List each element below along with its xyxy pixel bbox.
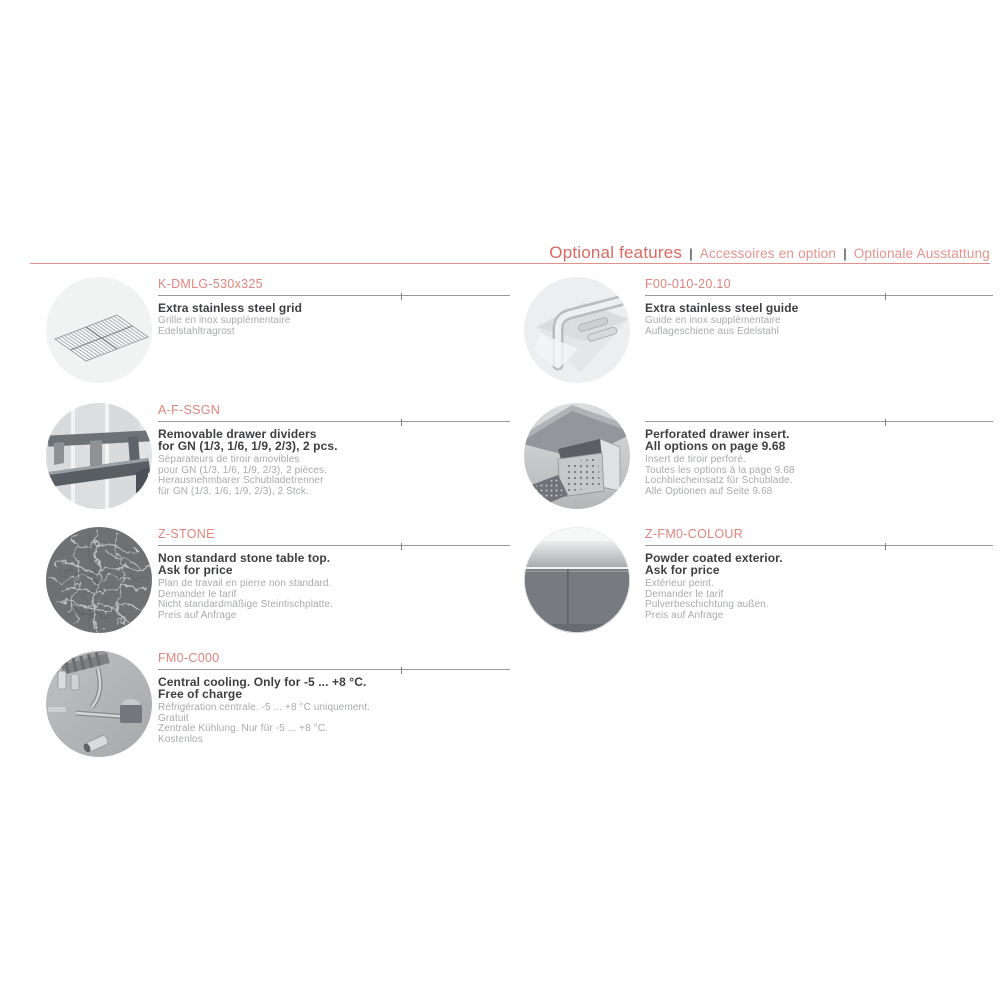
- product-info: [645, 277, 993, 338]
- desc-line: Nicht standardmäßige Steintischplatte.: [158, 599, 333, 611]
- title-line: Ask for price: [645, 563, 720, 578]
- underline-tick: [401, 667, 402, 674]
- desc-line: Grille en inox supplémentaire: [158, 315, 291, 327]
- product-photo: [524, 403, 630, 509]
- desc-line: pour GN (1/3, 1/6, 1/9, 2/3), 2 pièces.: [158, 464, 327, 476]
- product-photo: [46, 403, 152, 509]
- perforated-drawer-insert-image: [524, 403, 630, 509]
- underline-tick: [401, 543, 402, 550]
- code-underline: [158, 421, 510, 427]
- product-photo: [46, 527, 152, 633]
- product-code: A-F-SSGN: [158, 403, 221, 417]
- product-descriptions: [645, 579, 993, 622]
- desc-line: Toutes les options à la page 9.68: [645, 464, 795, 476]
- desc-line: Lochblecheinsatz für Schublade.: [645, 475, 793, 487]
- header-title-de: Optionale Ausstattung: [853, 246, 990, 261]
- powder-coated-exterior-image: [524, 527, 630, 633]
- product-photo: [524, 277, 630, 383]
- title-line: Free of charge: [158, 687, 243, 702]
- drawer-dividers-image: [46, 403, 152, 509]
- title-line: All options on page 9.68: [645, 439, 786, 454]
- product-descriptions: [158, 703, 510, 746]
- title-line: for GN (1/3, 1/6, 1/9, 2/3), 2 pcs.: [158, 439, 338, 454]
- desc-line: Edelstahltragrost: [158, 326, 235, 338]
- underline-tick: [885, 293, 886, 300]
- underline-tick: [885, 419, 886, 426]
- product-info: [645, 403, 993, 498]
- code-underline: [645, 421, 993, 427]
- product-title: [158, 552, 510, 577]
- header-separator: |: [843, 246, 847, 261]
- title-line: Removable drawer dividers: [158, 427, 317, 441]
- desc-line: Demander le tarif: [645, 588, 724, 600]
- product-code: Z-STONE: [158, 527, 215, 541]
- product-title: [645, 302, 993, 314]
- stainless-steel-guide-image: [524, 277, 630, 383]
- header-title-fr: Accessoires en option: [699, 246, 837, 261]
- product-photo: [46, 277, 152, 383]
- product-code: F00-010-20.10: [645, 277, 731, 291]
- desc-line: Réfrigération centrale. -5 ... +8 °C uniquement.: [158, 701, 370, 713]
- product-descriptions: [645, 316, 993, 338]
- stone-texture-image: [46, 527, 152, 633]
- header-title-en: Optional features: [549, 243, 683, 262]
- product-descriptions: [158, 455, 510, 498]
- product-descriptions: [158, 579, 510, 622]
- product-descriptions: [158, 316, 510, 338]
- desc-line: Preis auf Anfrage: [158, 610, 237, 622]
- code-underline: [158, 545, 510, 551]
- title-line: Extra stainless steel grid: [158, 301, 302, 315]
- cooling-pipes-image: [46, 651, 152, 757]
- product-title: [645, 428, 993, 453]
- desc-line: Pulverbeschichtung außen.: [645, 599, 769, 611]
- product-code: FM0-C000: [158, 651, 220, 665]
- code-underline: [158, 295, 510, 301]
- desc-line: Extérieur peint.: [645, 577, 714, 589]
- desc-line: Alle Optionen auf Seite 9.68: [645, 486, 773, 498]
- title-line: Powder coated exterior.: [645, 551, 783, 565]
- underline-tick: [885, 543, 886, 550]
- title-line: Extra stainless steel guide: [645, 301, 799, 315]
- product-title: [158, 302, 510, 314]
- code-underline: [645, 295, 993, 301]
- desc-line: Kostenlos: [158, 734, 203, 746]
- desc-line: Guide en inox supplémentaire: [645, 315, 781, 327]
- product-code: Z-FM0-COLOUR: [645, 527, 744, 541]
- title-line: Ask for price: [158, 563, 233, 578]
- desc-line: Preis auf Anfrage: [645, 610, 724, 622]
- header-rule: [30, 263, 990, 264]
- code-underline: [158, 669, 510, 675]
- desc-line: Herausnehmbarer Schubladetrenner: [158, 475, 324, 487]
- underline-tick: [401, 293, 402, 300]
- title-line: Perforated drawer insert.: [645, 427, 790, 441]
- product-info: [645, 527, 993, 622]
- desc-line: Plan de travail en pierre non standard.: [158, 577, 332, 589]
- page-header: [549, 243, 990, 263]
- desc-line: Insert de tiroir perforé.: [645, 453, 746, 465]
- product-info: [158, 277, 510, 338]
- desc-line: Auflageschiene aus Edelstahl: [645, 326, 780, 338]
- product-info: [158, 527, 510, 622]
- stainless-steel-grid-image: [46, 277, 152, 383]
- product-title: [158, 428, 510, 453]
- desc-line: für GN (1/3, 1/6, 1/9, 2/3), 2 Stck.: [158, 486, 309, 498]
- product-code: [645, 403, 993, 421]
- product-code: K-DMLG-530x325: [158, 277, 263, 291]
- product-title: [645, 552, 993, 577]
- desc-line: Gratuit: [158, 712, 189, 724]
- title-line: Non standard stone table top.: [158, 551, 331, 565]
- desc-line: Zentrale Kühlung. Nur für -5 ... +8 °C.: [158, 723, 328, 735]
- desc-line: Séparateurs de tiroir amovibles: [158, 453, 300, 465]
- product-photo: [46, 651, 152, 757]
- header-separator: |: [689, 246, 693, 261]
- underline-tick: [401, 419, 402, 426]
- product-descriptions: [645, 455, 993, 498]
- code-underline: [645, 545, 993, 551]
- product-photo: [524, 527, 630, 633]
- product-info: [158, 403, 510, 498]
- title-line: Central cooling. Only for -5 ... +8 °C.: [158, 675, 367, 689]
- desc-line: Demander le tarif: [158, 588, 237, 600]
- product-info: [158, 651, 510, 746]
- product-title: [158, 676, 510, 701]
